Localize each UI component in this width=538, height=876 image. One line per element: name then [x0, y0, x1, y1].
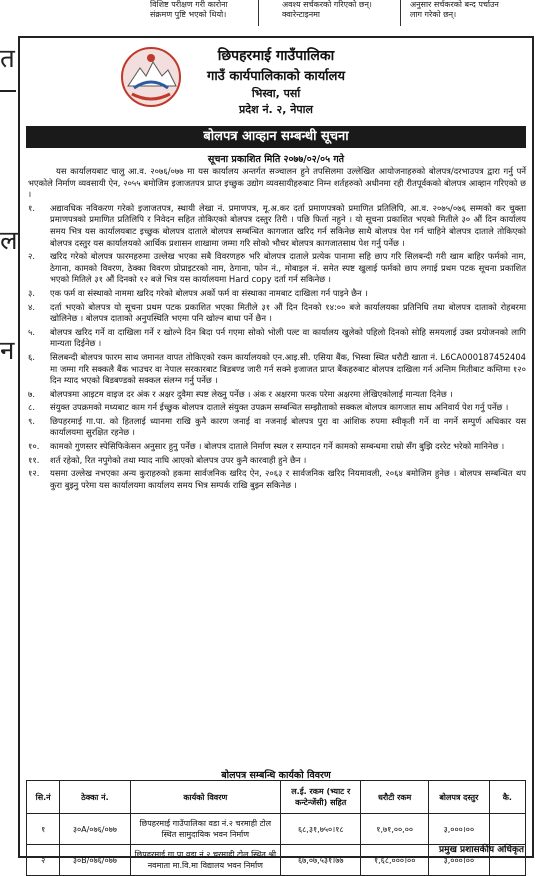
table-header-cell: बोलपत्र दस्तुर: [429, 781, 490, 814]
condition-text: दर्ता भएको बोलपत्र यो सूचना प्रथम पटक प्रकाशित भएका मितीले ३१ औं दिन दिनको १४:०० बजे कार्यालयका प्रतिनिधि तथा बोलपत्र दाताको रोहबरमा खोलिनेछ । बोलपत्र दाताको अनुपस्थिति भएमा पनि खोल्न बाधा पर्ने छैन ।: [50, 301, 526, 324]
header-province: प्रदेश नं. २, नेपाल: [239, 103, 313, 116]
left-fragment: ल: [0, 226, 18, 256]
condition-item: [28, 302, 526, 325]
top-col-1-line-2: संक्रमण पुष्टि भएको थियो।: [150, 10, 227, 19]
top-col-1-line-1: विशिष्ट परीक्षण गरी कारोना: [150, 0, 228, 9]
top-col-3-line-2: लाग गरेको छन्।: [410, 10, 457, 19]
table-cell: ३,०००।००: [429, 845, 490, 876]
top-col-2-line-1: अवश्य सर्चकरको गरिएको छन्।: [282, 0, 372, 9]
condition-number: १.: [28, 202, 36, 213]
condition-text: कामको गुणस्तर स्पेसिफिकेसन अनुसार हुनु पर्नेछ । बोलपत्र दाताले निर्माण स्थल र सम्पादन गर्ने कामको सम्बन्धमा राम्रो सँग बुझि दररेट भरेको मानिनेछ ।: [50, 441, 505, 452]
table-header-cell: ठेक्का नं.: [60, 781, 130, 814]
table-cell: ३०B/०७६/०७७: [60, 845, 130, 876]
condition-text: एक फर्म वा संस्थाको नाममा खरिद गरेको बोलपत्र अर्को फर्म वा संस्थाका नामबाट दाखिला गर्न पाइने छैन ।: [50, 287, 368, 298]
table-cell: ३,०००।००: [429, 814, 490, 845]
condition-number: ११.: [28, 454, 40, 465]
top-strip: [0, 0, 538, 28]
table-title: बोलपत्र सम्बन्धि कार्यको विवरण: [221, 770, 331, 781]
table-cell: छिपहरमाई गाउँपालिका वडा नं.२ चरमाही टोल स्थित सामुदायिक भवन निर्माण: [130, 814, 281, 845]
condition-item: [28, 455, 526, 467]
notice-header: [20, 38, 532, 126]
intro-paragraph: यस कार्यालयबाट चालु आ.व. २०७६/०७७ मा यस कार्यालय अन्तर्गत सञ्चालन हुने तपसिलमा उल्लेखित आयोजनाहरुको बोलपत्र/दरभाउपत्र द्वारा गर्नु पर्ने भएकोले निर्माण व्यवसायी ऐन, २०५५ बमोजिम इजाजतपत्र प्राप्त इच्छुक उद्योग व्यवसायीहरुबाट निम्न शर्तहरुको अधीनमा रही रीतपूर्वकको बोलपत्र आव्हान गरिएको छ ।: [28, 166, 526, 200]
condition-number: ७.: [28, 388, 36, 399]
condition-number: ३.: [28, 287, 36, 298]
table-header-row: [27, 781, 526, 814]
table-cell: ३०A/०७६/०७७: [60, 814, 130, 845]
condition-text: अद्यावधिक नविकरण गरेको इजाजतपत्र, स्थायी लेखा नं. प्रमाणपत्र, मू.अ.कर दर्ता प्रमाणपत्रको प्रमाणित प्रतिलिपि, आ.व. २०७५/०७६ सम्मको कर चुक्ता प्रमाणपत्रको प्रमाणित प्रतिलिपि र निवेदन सहित तोकिएको बोलपत्र दस्तुर तिरी । पछि फिर्ता नहुने । यो सूचना प्रकाशित भएको मितीले ३० औं दिन कार्यालय समय भित्र यस कार्यालयबाट इच्छुक बोलपत्र दाताले बोलपत्र सम्बन्धित कागजात खरिद गर्न सकिनेछ साथै बोलपत्र पेश गर्न चाहिने बोलपत्र दाताले तोकिएको बोलपत्र दस्तुर यस कार्यालयको आर्थिक प्रशासन शाखामा जम्मा गरि सोको भौचर बोलपत्र कागजातसाथ पेश गर्नु पर्नेछ ।: [50, 202, 526, 248]
table-cell: ६७,०७,५३१।७७: [281, 845, 361, 876]
table-cell: १,७१,००,००: [361, 814, 429, 845]
condition-number: ९.: [28, 415, 36, 426]
notice-body: [28, 166, 526, 493]
contracts-table-wrap: [26, 780, 526, 876]
condition-item: [28, 389, 526, 401]
condition-item: [28, 468, 526, 491]
condition-text: बोलपत्र खरिद गर्ने वा दाखिला गर्ने र खोल्ने दिन बिदा पर्न गएमा सोको भोली पल्ट वा कार्यालय खुलेको पहिलो दिनको सोहि समयलाई उक्त प्रयोजनको लागि मान्यता दिईनेछ ।: [50, 326, 526, 349]
top-divider: [400, 0, 401, 26]
condition-item: [28, 352, 526, 387]
header-address: भिस्वा, पर्सा: [251, 87, 301, 100]
left-fragment: त: [0, 44, 15, 74]
header-office-name: गाउँ कार्यपालिकाको कार्यालय: [207, 69, 345, 84]
table-cell: १: [27, 814, 60, 845]
condition-number: ६.: [28, 351, 36, 362]
top-col-3-line-1: अनुसार सर्चकरको बन्द पर्चाउन: [410, 0, 499, 9]
table-header-cell: धरौटी रकम: [361, 781, 429, 814]
condition-text: छिपहरमाई गा.पा. को हितलाई ध्यानमा राखि कुनै कारण जनाई वा नजनाई बोलपत्र पुरा वा आंशिक रुपमा स्वीकृती गर्ने वा नगर्ने सम्पुर्ण अधिकार यस कार्यालयमा सुरक्षित रहनेछ ।: [50, 415, 526, 438]
table-cell: १,६८,०००।००: [361, 845, 429, 876]
condition-text: यसमा उल्लेख नभएका अन्य कुराहरुको हकमा सार्वजनिक खरिद ऐन, २०६३ र सार्वजनिक खरिद नियमावली, २०६४ बमोजिम हुनेछ । बोलपत्र सम्बन्धित थप कुरा बुझ्नु परेमा यस कार्यालयमा कार्यालय समय भित्र सम्पर्क राखि बुझ्न सकिनेछ ।: [50, 468, 526, 490]
table-row: [27, 814, 526, 845]
left-fragment: न: [0, 336, 15, 366]
signatory-title: प्रमुख प्रशासकीय अधिकृत: [438, 845, 524, 855]
left-cut-column: [0, 28, 18, 864]
condition-item: [28, 327, 526, 350]
condition-number: ५.: [28, 326, 36, 337]
top-col-2-line-2: क्वारेन्टाइनमा: [282, 10, 320, 19]
table-cell: [489, 814, 525, 845]
condition-text: संयुक्त उपक्रमको मध्यबाट काम गर्न ईच्छुक बोलपत्र दाताले संयुक्त उपक्रम सम्बन्धित सम्झौताको सक्कल बोलपत्र कागजात साथ अनिवार्य पेश गर्नु पर्नेछ ।: [50, 402, 509, 413]
condition-number: २.: [28, 251, 36, 262]
table-header-cell: कै.: [489, 781, 525, 814]
condition-item: [28, 251, 526, 286]
conditions-list: [28, 203, 526, 492]
top-col-2: [282, 0, 392, 20]
condition-number: १०.: [28, 441, 40, 452]
publication-date: सूचना प्रकाशित मिति २०७७/०२/०५ गते: [207, 154, 345, 165]
condition-number: १२.: [28, 468, 40, 479]
table-cell: ६८,३१,७५०।१८: [281, 814, 361, 845]
condition-text: खरिद गरेको बोलपत्र फारमहरुमा उल्लेख भएका सबै विवरणहरु भरि बोलपत्र दाताले प्रत्येक पानामा सहि छाप गरि सिलबन्दी गरी खाम बाहिर फर्मको नाम, ठेगाना, कामको विवरण, ठेक्का विवरण प्रोप्राइटरको नाम, ठेगाना, फोन नं., मोबाइल नं. समेत स्पष्ट खुलाई फर्मको छाप लगाई प्रथम पटक सूचना प्रकाशित भएको मितिले ३१ औं दिनको १२ बजे भित्र यस कार्यालयमा Hard copy दर्ता गर्न सकिनेछ ।: [50, 251, 526, 285]
condition-number: ४.: [28, 301, 36, 312]
condition-item: [28, 288, 526, 300]
notice-title-banner: बोलपत्र आव्हान सम्बन्धी सूचना: [26, 126, 526, 148]
table-cell: छिपहरमाई गा.पा.वडा नं.२ चरमाही टोल स्थित श्री नवमाता मा.वि.मा विद्यालय भवन निर्माण: [130, 845, 281, 876]
top-col-3: [410, 0, 530, 20]
table-cell: २: [27, 845, 60, 876]
table-header-cell: सि.नं: [27, 781, 60, 814]
condition-number: ८.: [28, 402, 36, 413]
top-col-1: [150, 0, 250, 20]
table-header-cell: कार्यको विवरण: [130, 781, 281, 814]
condition-item: [28, 416, 526, 439]
condition-item: [28, 203, 526, 249]
condition-item: [28, 402, 526, 414]
contracts-table: [26, 780, 526, 876]
left-divider: [0, 90, 16, 92]
top-divider: [258, 0, 259, 26]
condition-text: बोलपत्रमा आइटम वाइज दर अंक र अक्षर दुवैमा स्पष्ट लेख्नु पर्नेछ । अंक र अक्षरमा फरक परेमा अक्षरमा लेखिएकोलाई मान्यता दिनेछ ।: [50, 388, 453, 399]
condition-text: सिलबन्दी बोलपत्र फारम साथ जमानत वापत तोकिएको रकम कार्यालयको एन.आइ.सी. एसिया बैंक, भिस्वा स्थित धरौटी खाता नं. L6CA000187452404 मा जम्मा गरि सक्कलै बैंक भाउचर वा नेपाल सरकारबाट बिडबण्ड जारी गर्न सक्ने इजाजत प्राप्त बैंकहरुबाट बोलपत्र दाखिला गर्न अन्तिम मितीबाट कम्तिमा १२० दिन म्याद भएको बिडबण्डको सक्कल संलग्न गर्नु पर्नेछ ।: [50, 351, 526, 386]
table-header-cell: ल.ई. रकम (भ्याट र कन्टेन्जेंसी) सहित: [281, 781, 361, 814]
tender-notice: [18, 36, 534, 870]
header-municipality-name: छिपहरमाई गाउँपालिका: [217, 48, 335, 64]
condition-text: शर्त रहेको, रित नपुगेको तथा म्याद नाघि आएको बोलपत्र उपर कुनै कारवाही हुने छैन ।: [50, 454, 307, 465]
condition-item: [28, 441, 526, 453]
